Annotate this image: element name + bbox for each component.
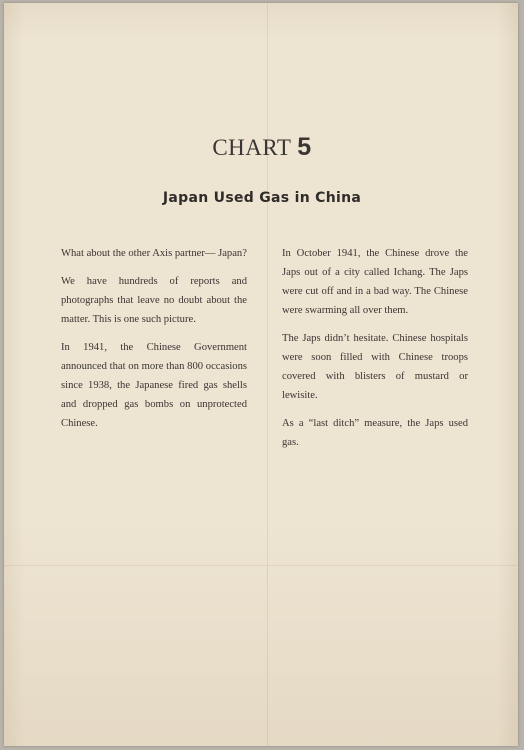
- page-subtitle: Japan Used Gas in China: [162, 190, 362, 206]
- paragraph: We have hundreds of reports and photographs that leave no doubt about the matter. This is one such picture.: [61, 276, 247, 325]
- chart-heading-prefix: CHART: [212, 135, 291, 160]
- paragraph: As a “last ditch” measure, the Japs used gas.: [282, 418, 468, 448]
- paper-fold-horizontal: [4, 565, 518, 566]
- left-text-column: [61, 244, 247, 442]
- paragraph: The Japs didn’t hesitate. Chinese hospitals were soon filled with Chinese troops covered with blisters of mustard or lewisite.: [282, 333, 468, 401]
- paper-fold-vertical: [267, 3, 268, 746]
- chart-heading: [0, 133, 524, 162]
- paragraph: In 1941, the Chinese Government announced that on more than 800 occasions since 1938, the Japanese fired gas shells and dropped gas bombs on unprotected Chinese.: [61, 342, 247, 429]
- paragraph: In October 1941, the Chinese drove the Japs out of a city called Ichang. The Japs were cut off and in a bad way. The Chinese were swarming all over them.: [282, 248, 468, 316]
- paragraph: What about the other Axis partner— Japan?: [61, 248, 247, 259]
- chart-heading-number: 5: [297, 133, 312, 161]
- right-text-column: [282, 244, 468, 461]
